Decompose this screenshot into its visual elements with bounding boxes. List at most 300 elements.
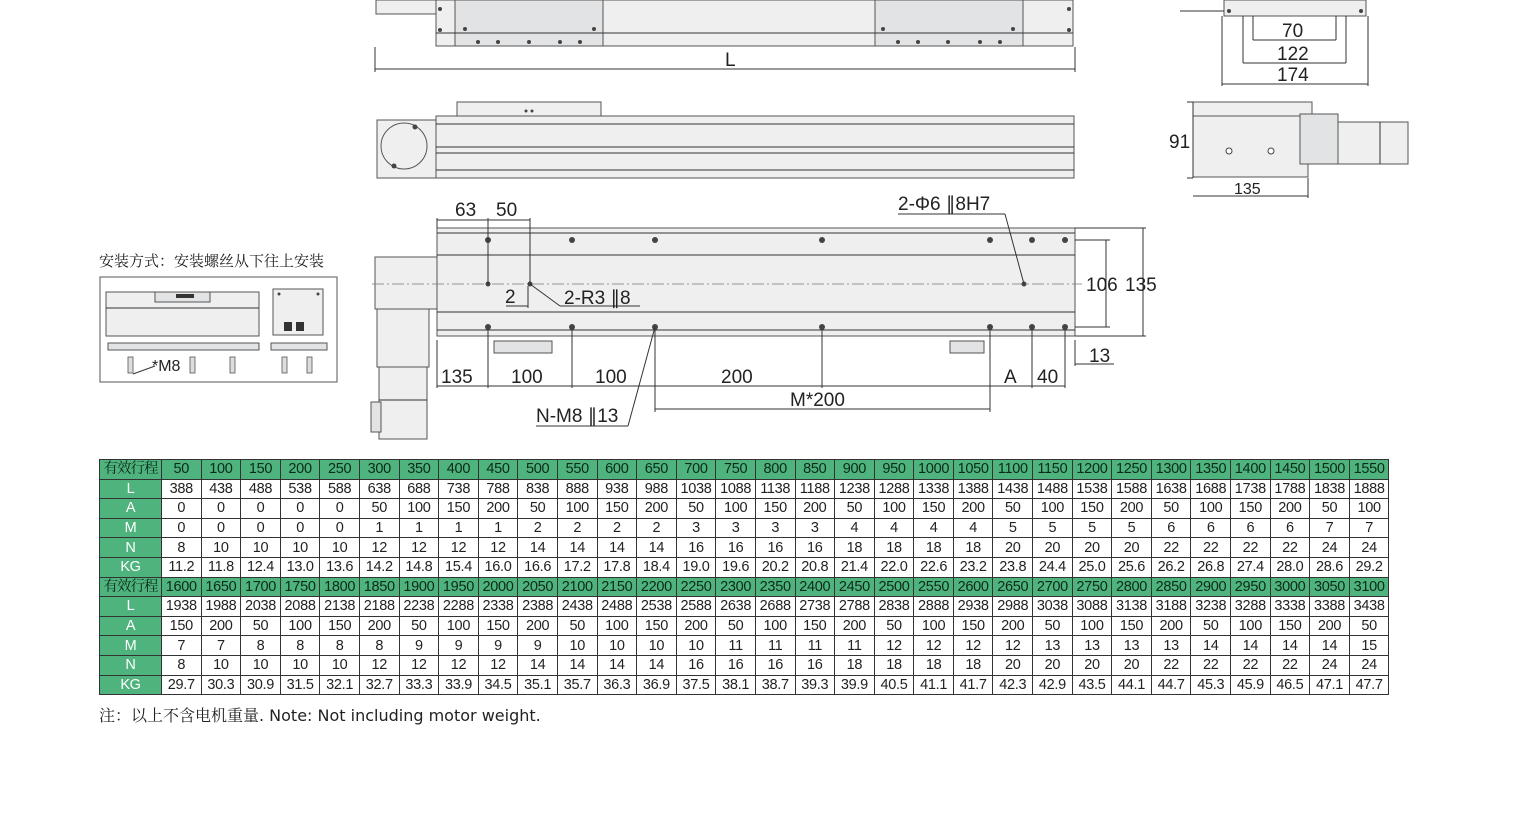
dim-hole-spec: 2-Φ6 ∥8H7	[898, 194, 991, 215]
value-cell: 18.4	[637, 557, 677, 577]
value-cell: 50	[241, 616, 281, 636]
stroke-cell: 1650	[201, 577, 241, 597]
value-cell: 10	[280, 655, 320, 675]
value-cell: 28.6	[1310, 557, 1350, 577]
dim-b100b: 100	[595, 367, 627, 388]
value-cell: 22	[1231, 538, 1271, 558]
stroke-header-row	[100, 577, 1389, 597]
stroke-cell: 900	[835, 460, 875, 480]
stroke-cell: 1750	[280, 577, 320, 597]
value-cell: 24.4	[1033, 557, 1073, 577]
row-label: L	[100, 597, 162, 617]
value-cell: 3	[676, 518, 716, 538]
value-cell: 200	[795, 499, 835, 519]
stroke-cell: 2900	[1191, 577, 1231, 597]
value-cell: 0	[320, 518, 360, 538]
stroke-cell: 650	[637, 460, 677, 480]
value-cell: 50	[1349, 616, 1389, 636]
value-cell: 1138	[755, 479, 795, 499]
install-title: 安装方式：安装螺丝从下往上安装	[99, 252, 325, 270]
value-cell: 3438	[1349, 597, 1389, 617]
row-label: KG	[100, 557, 162, 577]
value-cell: 20	[993, 655, 1033, 675]
value-cell: 13	[1151, 636, 1191, 656]
dim-70: 70	[1282, 21, 1304, 42]
value-cell: 100	[1349, 499, 1389, 519]
dim-135-end: 135	[1234, 181, 1261, 198]
stroke-cell: 2650	[993, 577, 1033, 597]
value-cell: 150	[1231, 499, 1271, 519]
value-cell: 8	[320, 636, 360, 656]
value-cell: 10	[201, 538, 241, 558]
value-cell: 22	[1151, 655, 1191, 675]
row-label: L	[100, 479, 162, 499]
dim-122: 122	[1277, 44, 1309, 65]
stroke-cell: 1250	[1112, 460, 1152, 480]
value-cell: 100	[874, 499, 914, 519]
row-label: N	[100, 538, 162, 558]
value-cell: 22	[1270, 655, 1310, 675]
side-view	[377, 102, 1074, 178]
value-cell: 29.2	[1349, 557, 1389, 577]
value-cell: 19.6	[716, 557, 756, 577]
value-cell: 2738	[795, 597, 835, 617]
value-cell: 2788	[835, 597, 875, 617]
value-cell: 25.6	[1112, 557, 1152, 577]
value-cell: 2288	[439, 597, 479, 617]
value-cell: 35.7	[557, 675, 597, 695]
dim-91: 91	[1169, 132, 1191, 153]
value-cell: 0	[320, 499, 360, 519]
stroke-cell: 1200	[1072, 460, 1112, 480]
value-cell: 39.3	[795, 675, 835, 695]
value-cell: 28.0	[1270, 557, 1310, 577]
value-cell: 17.2	[557, 557, 597, 577]
value-cell: 0	[280, 499, 320, 519]
value-cell: 26.8	[1191, 557, 1231, 577]
value-cell: 22	[1270, 538, 1310, 558]
value-cell: 9	[518, 636, 558, 656]
value-cell: 9	[478, 636, 518, 656]
value-cell: 3038	[1033, 597, 1073, 617]
end-view-top	[1180, 0, 1368, 86]
value-cell: 11	[716, 636, 756, 656]
value-cell: 2888	[914, 597, 954, 617]
value-cell: 37.5	[676, 675, 716, 695]
value-cell: 4	[874, 518, 914, 538]
table-row	[100, 675, 1389, 695]
value-cell: 0	[241, 499, 281, 519]
spec-table	[99, 459, 1389, 695]
value-cell: 24	[1310, 538, 1350, 558]
value-cell: 200	[518, 616, 558, 636]
value-cell: 13	[1112, 636, 1152, 656]
stroke-cell: 700	[676, 460, 716, 480]
value-cell: 21.4	[835, 557, 875, 577]
value-cell: 4	[835, 518, 875, 538]
dim-50: 50	[496, 200, 518, 221]
stroke-cell: 2950	[1231, 577, 1271, 597]
stroke-cell: 350	[399, 460, 439, 480]
value-cell: 1238	[835, 479, 875, 499]
value-cell: 13.6	[320, 557, 360, 577]
value-cell: 11.2	[162, 557, 202, 577]
value-cell: 14.8	[399, 557, 439, 577]
dim-135: 135	[1125, 275, 1157, 296]
footnote: 注：以上不含电机重量. Note: Not including motor weight.	[99, 706, 541, 725]
stroke-header-label: 有效行程	[100, 460, 162, 480]
stroke-cell: 1350	[1191, 460, 1231, 480]
value-cell: 50	[835, 499, 875, 519]
value-cell: 2038	[241, 597, 281, 617]
value-cell: 200	[201, 616, 241, 636]
table-row	[100, 479, 1389, 499]
value-cell: 14	[518, 655, 558, 675]
value-cell: 538	[280, 479, 320, 499]
value-cell: 15.4	[439, 557, 479, 577]
value-cell: 41.7	[953, 675, 993, 695]
value-cell: 5	[1112, 518, 1152, 538]
value-cell: 638	[359, 479, 399, 499]
value-cell: 50	[676, 499, 716, 519]
value-cell: 438	[201, 479, 241, 499]
value-cell: 738	[439, 479, 479, 499]
value-cell: 14	[1270, 636, 1310, 656]
table-row	[100, 518, 1389, 538]
value-cell: 32.1	[320, 675, 360, 695]
value-cell: 1188	[795, 479, 835, 499]
value-cell: 16	[676, 538, 716, 558]
stroke-cell: 1300	[1151, 460, 1191, 480]
stroke-cell: 750	[716, 460, 756, 480]
value-cell: 10	[637, 636, 677, 656]
value-cell: 2238	[399, 597, 439, 617]
stroke-cell: 2150	[597, 577, 637, 597]
value-cell: 41.1	[914, 675, 954, 695]
value-cell: 6	[1270, 518, 1310, 538]
row-label: A	[100, 616, 162, 636]
value-cell: 16	[716, 538, 756, 558]
value-cell: 100	[914, 616, 954, 636]
install-inset	[100, 277, 337, 382]
stroke-header-label: 有效行程	[100, 577, 162, 597]
stroke-cell: 1000	[914, 460, 954, 480]
value-cell: 888	[557, 479, 597, 499]
stroke-cell: 1100	[993, 460, 1033, 480]
value-cell: 12	[439, 538, 479, 558]
stroke-cell: 1950	[439, 577, 479, 597]
dim-174: 174	[1277, 65, 1309, 86]
dim-slot-spec: 2-R3 ∥8	[564, 288, 631, 309]
value-cell: 12	[399, 538, 439, 558]
value-cell: 20	[1112, 655, 1152, 675]
stroke-cell: 2850	[1151, 577, 1191, 597]
stroke-cell: 2250	[676, 577, 716, 597]
value-cell: 50	[518, 499, 558, 519]
table-row	[100, 597, 1389, 617]
value-cell: 8	[280, 636, 320, 656]
stroke-cell: 2350	[755, 577, 795, 597]
value-cell: 47.1	[1310, 675, 1350, 695]
stroke-cell: 1150	[1033, 460, 1073, 480]
stroke-cell: 2750	[1072, 577, 1112, 597]
value-cell: 2538	[637, 597, 677, 617]
value-cell: 50	[399, 616, 439, 636]
value-cell: 50	[557, 616, 597, 636]
stroke-cell: 3000	[1270, 577, 1310, 597]
value-cell: 200	[1270, 499, 1310, 519]
table-row	[100, 557, 1389, 577]
value-cell: 938	[597, 479, 637, 499]
value-cell: 9	[399, 636, 439, 656]
value-cell: 10	[201, 655, 241, 675]
value-cell: 50	[1310, 499, 1350, 519]
stroke-cell: 2550	[914, 577, 954, 597]
stroke-cell: 500	[518, 460, 558, 480]
dim-b200: 200	[721, 367, 753, 388]
value-cell: 22	[1151, 538, 1191, 558]
value-cell: 18	[914, 538, 954, 558]
value-cell: 12	[478, 655, 518, 675]
value-cell: 12	[399, 655, 439, 675]
value-cell: 18	[874, 538, 914, 558]
value-cell: 150	[1270, 616, 1310, 636]
stroke-cell: 1900	[399, 577, 439, 597]
value-cell: 10	[320, 655, 360, 675]
bottom-view	[371, 194, 1157, 439]
stroke-cell: 400	[439, 460, 479, 480]
value-cell: 22	[1191, 538, 1231, 558]
table-row	[100, 499, 1389, 519]
stroke-cell: 2400	[795, 577, 835, 597]
value-cell: 7	[1310, 518, 1350, 538]
value-cell: 1338	[914, 479, 954, 499]
value-cell: 1538	[1072, 479, 1112, 499]
value-cell: 5	[1072, 518, 1112, 538]
stroke-cell: 600	[597, 460, 637, 480]
value-cell: 788	[478, 479, 518, 499]
value-cell: 16.6	[518, 557, 558, 577]
value-cell: 3388	[1310, 597, 1350, 617]
value-cell: 10	[241, 538, 281, 558]
value-cell: 1	[399, 518, 439, 538]
value-cell: 20	[1112, 538, 1152, 558]
value-cell: 30.3	[201, 675, 241, 695]
value-cell: 14	[1191, 636, 1231, 656]
value-cell: 13	[1072, 636, 1112, 656]
value-cell: 22	[1231, 655, 1271, 675]
value-cell: 5	[993, 518, 1033, 538]
value-cell: 2838	[874, 597, 914, 617]
stroke-cell: 2050	[518, 577, 558, 597]
end-view-side	[1169, 102, 1408, 198]
value-cell: 8	[241, 636, 281, 656]
value-cell: 0	[162, 499, 202, 519]
value-cell: 10	[241, 655, 281, 675]
value-cell: 14	[518, 538, 558, 558]
stroke-cell: 550	[557, 460, 597, 480]
value-cell: 12	[359, 655, 399, 675]
value-cell: 20.8	[795, 557, 835, 577]
value-cell: 39.9	[835, 675, 875, 695]
value-cell: 1088	[716, 479, 756, 499]
value-cell: 18	[953, 538, 993, 558]
value-cell: 20	[1033, 655, 1073, 675]
value-cell: 12	[993, 636, 1033, 656]
value-cell: 3	[716, 518, 756, 538]
value-cell: 11	[795, 636, 835, 656]
value-cell: 33.3	[399, 675, 439, 695]
value-cell: 3188	[1151, 597, 1191, 617]
value-cell: 6	[1191, 518, 1231, 538]
stroke-cell: 2800	[1112, 577, 1152, 597]
dim-2: 2	[505, 287, 516, 308]
value-cell: 1	[439, 518, 479, 538]
value-cell: 20	[993, 538, 1033, 558]
stroke-cell: 2100	[557, 577, 597, 597]
value-cell: 11.8	[201, 557, 241, 577]
value-cell: 12	[874, 636, 914, 656]
dim-13: 13	[1089, 346, 1111, 367]
value-cell: 22	[1191, 655, 1231, 675]
value-cell: 38.1	[716, 675, 756, 695]
value-cell: 1638	[1151, 479, 1191, 499]
dim-b135: 135	[441, 367, 473, 388]
value-cell: 24	[1349, 538, 1389, 558]
value-cell: 0	[162, 518, 202, 538]
value-cell: 200	[359, 616, 399, 636]
value-cell: 150	[478, 616, 518, 636]
value-cell: 2688	[755, 597, 795, 617]
dim-b40: 40	[1037, 367, 1059, 388]
value-cell: 2588	[676, 597, 716, 617]
stroke-cell: 450	[478, 460, 518, 480]
value-cell: 100	[1231, 616, 1271, 636]
value-cell: 10	[597, 636, 637, 656]
value-cell: 36.9	[637, 675, 677, 695]
value-cell: 838	[518, 479, 558, 499]
value-cell: 27.4	[1231, 557, 1271, 577]
value-cell: 2438	[557, 597, 597, 617]
value-cell: 9	[439, 636, 479, 656]
dim-63: 63	[455, 200, 477, 221]
value-cell: 150	[637, 616, 677, 636]
value-cell: 12	[914, 636, 954, 656]
value-cell: 16	[795, 655, 835, 675]
value-cell: 200	[676, 616, 716, 636]
value-cell: 16	[676, 655, 716, 675]
value-cell: 3138	[1112, 597, 1152, 617]
value-cell: 13	[1033, 636, 1073, 656]
value-cell: 14.2	[359, 557, 399, 577]
value-cell: 14	[557, 655, 597, 675]
stroke-cell: 3050	[1310, 577, 1350, 597]
stroke-cell: 850	[795, 460, 835, 480]
value-cell: 42.3	[993, 675, 1033, 695]
value-cell: 1388	[953, 479, 993, 499]
row-label: A	[100, 499, 162, 519]
dim-n-spec: N-M8 ∥13	[536, 406, 619, 427]
value-cell: 150	[320, 616, 360, 636]
value-cell: 1938	[162, 597, 202, 617]
value-cell: 3	[795, 518, 835, 538]
value-cell: 2088	[280, 597, 320, 617]
dim-M200: M*200	[790, 390, 845, 411]
value-cell: 12	[953, 636, 993, 656]
value-cell: 22.6	[914, 557, 954, 577]
value-cell: 100	[1072, 616, 1112, 636]
value-cell: 988	[637, 479, 677, 499]
stroke-cell: 2200	[637, 577, 677, 597]
stroke-cell: 2500	[874, 577, 914, 597]
value-cell: 150	[439, 499, 479, 519]
value-cell: 1738	[1231, 479, 1271, 499]
value-cell: 1	[359, 518, 399, 538]
table-row	[100, 655, 1389, 675]
value-cell: 150	[914, 499, 954, 519]
value-cell: 0	[201, 499, 241, 519]
value-cell: 25.0	[1072, 557, 1112, 577]
value-cell: 24	[1310, 655, 1350, 675]
value-cell: 23.8	[993, 557, 1033, 577]
value-cell: 47.7	[1349, 675, 1389, 695]
value-cell: 100	[1191, 499, 1231, 519]
value-cell: 488	[241, 479, 281, 499]
value-cell: 4	[953, 518, 993, 538]
stroke-cell: 50	[162, 460, 202, 480]
value-cell: 150	[162, 616, 202, 636]
value-cell: 36.3	[597, 675, 637, 695]
value-cell: 14	[637, 655, 677, 675]
value-cell: 200	[1112, 499, 1152, 519]
value-cell: 14	[637, 538, 677, 558]
value-cell: 34.5	[478, 675, 518, 695]
value-cell: 100	[597, 616, 637, 636]
stroke-cell: 1800	[320, 577, 360, 597]
value-cell: 50	[993, 499, 1033, 519]
value-cell: 2488	[597, 597, 637, 617]
value-cell: 50	[1191, 616, 1231, 636]
row-label: N	[100, 655, 162, 675]
value-cell: 1838	[1310, 479, 1350, 499]
value-cell: 3338	[1270, 597, 1310, 617]
value-cell: 2	[637, 518, 677, 538]
value-cell: 150	[1072, 499, 1112, 519]
value-cell: 1588	[1112, 479, 1152, 499]
value-cell: 50	[1033, 616, 1073, 636]
value-cell: 0	[241, 518, 281, 538]
stroke-cell: 2300	[716, 577, 756, 597]
stroke-cell: 2450	[835, 577, 875, 597]
value-cell: 2	[557, 518, 597, 538]
dim-106: 106	[1086, 275, 1118, 296]
value-cell: 7	[201, 636, 241, 656]
value-cell: 44.7	[1151, 675, 1191, 695]
row-label: M	[100, 518, 162, 538]
value-cell: 2938	[953, 597, 993, 617]
value-cell: 16	[716, 655, 756, 675]
stroke-cell: 1500	[1310, 460, 1350, 480]
stroke-cell: 150	[241, 460, 281, 480]
value-cell: 2138	[320, 597, 360, 617]
stroke-cell: 2600	[953, 577, 993, 597]
value-cell: 46.5	[1270, 675, 1310, 695]
value-cell: 50	[1151, 499, 1191, 519]
table-row	[100, 538, 1389, 558]
value-cell: 19.0	[676, 557, 716, 577]
stroke-cell: 200	[280, 460, 320, 480]
value-cell: 6	[1231, 518, 1271, 538]
